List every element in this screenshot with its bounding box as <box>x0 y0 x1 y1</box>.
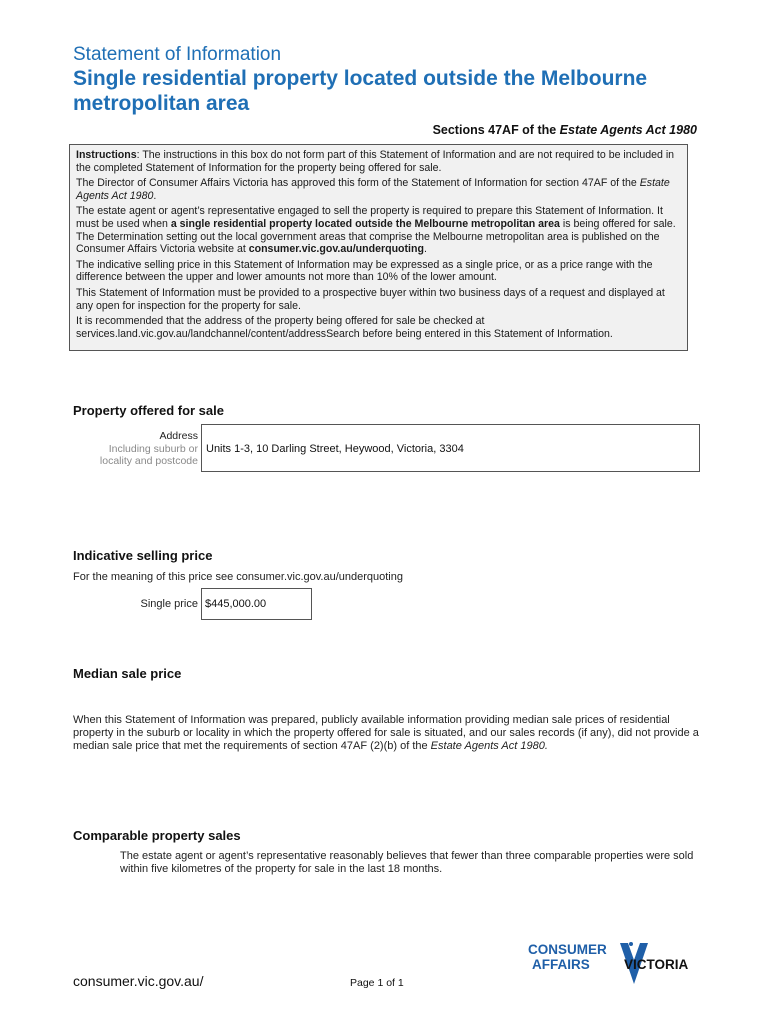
address-labels <box>80 430 198 468</box>
property-heading: Property offered for sale <box>73 403 224 418</box>
instructions-p2-act: Estate Agents Act 1980 <box>76 177 670 202</box>
instructions-p1-text: : The instructions in this box do not form part of this Statement of Information and are not required to be included in the completed Statement of Information for the property being offered for sale. <box>76 149 675 174</box>
logo-line-3: VICTORIA <box>624 957 689 972</box>
instructions-heading: Instructions <box>76 149 137 161</box>
instructions-box <box>69 144 688 351</box>
median-body: When this Statement of Information was prepared, publicly available information providing median sale prices of residential property in the suburb or locality in which the property offered for sale is situated, and our sales records (if any), did not provide a median sale price that met the requirements of section 47AF (2)(b) of the <box>73 714 699 753</box>
document-title: Single residential property located outside the Melbourne metropolitan area <box>73 67 648 115</box>
document-label: Statement of Information <box>73 44 282 65</box>
single-price-label: Single price <box>140 598 198 610</box>
instructions-p2-end: . <box>153 189 157 202</box>
instructions-p5: This Statement of Information must be provided to a prospective buyer within two business days of a request and displayed at any open for inspection for the property for sale. <box>76 286 665 312</box>
instructions-p3-end: . <box>423 243 427 256</box>
instructions-p3 <box>76 205 681 255</box>
instructions-p3-mid: is being offered for sale. The Determination setting out the local government areas that comprise the Melbourne metropolitan area is published on the Consumer Affairs Victoria website at <box>76 217 676 256</box>
logo-line-1: CONSUMER <box>528 942 607 957</box>
underquoting-link: consumer.vic.gov.au/underquoting <box>248 243 424 256</box>
instructions-p1 <box>76 149 681 174</box>
median-heading: Median sale price <box>73 666 182 681</box>
sections-act: Estate Agents Act 1980 <box>559 123 697 137</box>
single-price-value: $445,000.00 <box>205 598 267 610</box>
comparable-heading: Comparable property sales <box>73 828 241 843</box>
instructions-p4: The indicative selling price in this Statement of Information may be expressed as a single price, or as a price range with the difference between the upper and lower amounts not more than 10% of the lower amount. <box>76 258 653 284</box>
median-text <box>73 714 703 754</box>
instructions-p6: It is recommended that the address of the property being offered for sale be checked at services.land.vic.gov.au/landchannel/content/addressSearch before being entered in this Statement of Information. <box>76 315 613 340</box>
sections-reference <box>433 123 697 137</box>
address-hint-1: Including suburb or <box>108 442 198 455</box>
comparable-text: The estate agent or agent’s representative reasonably believes that fewer than three comparable properties were sold within five kilometres of the property for sale in the last 18 months. <box>120 850 694 876</box>
footer-url: consumer.vic.gov.au/ <box>73 973 204 989</box>
logo-line-2: AFFAIRS <box>532 957 590 972</box>
sections-prefix: Sections 47AF of the <box>432 123 560 137</box>
price-note: For the meaning of this price see consumer.vic.gov.au/underquoting <box>73 571 403 583</box>
consumer-affairs-victoria-logo <box>528 940 703 990</box>
page-number: Page 1 of 1 <box>350 977 404 989</box>
instructions-p2-text: The Director of Consumer Affairs Victoria has approved this form of the Statement of Information for section 47AF of the <box>76 177 640 190</box>
price-heading: Indicative selling price <box>73 548 213 563</box>
instructions-p3-bold: a single residential property located outside the Melbourne metropolitan area <box>170 217 560 230</box>
address-hint-2: locality and postcode <box>99 455 198 467</box>
address-value: Units 1-3, 10 Darling Street, Heywood, Victoria, 3304 <box>206 443 464 455</box>
median-act: Estate Agents Act 1980. <box>430 740 548 753</box>
address-label: Address <box>159 430 198 442</box>
instructions-p3-text: The estate agent or agent’s representative engaged to sell the property is required to prepare this Statement of Information. It must be used when <box>76 205 663 230</box>
instructions-p2 <box>76 177 681 202</box>
